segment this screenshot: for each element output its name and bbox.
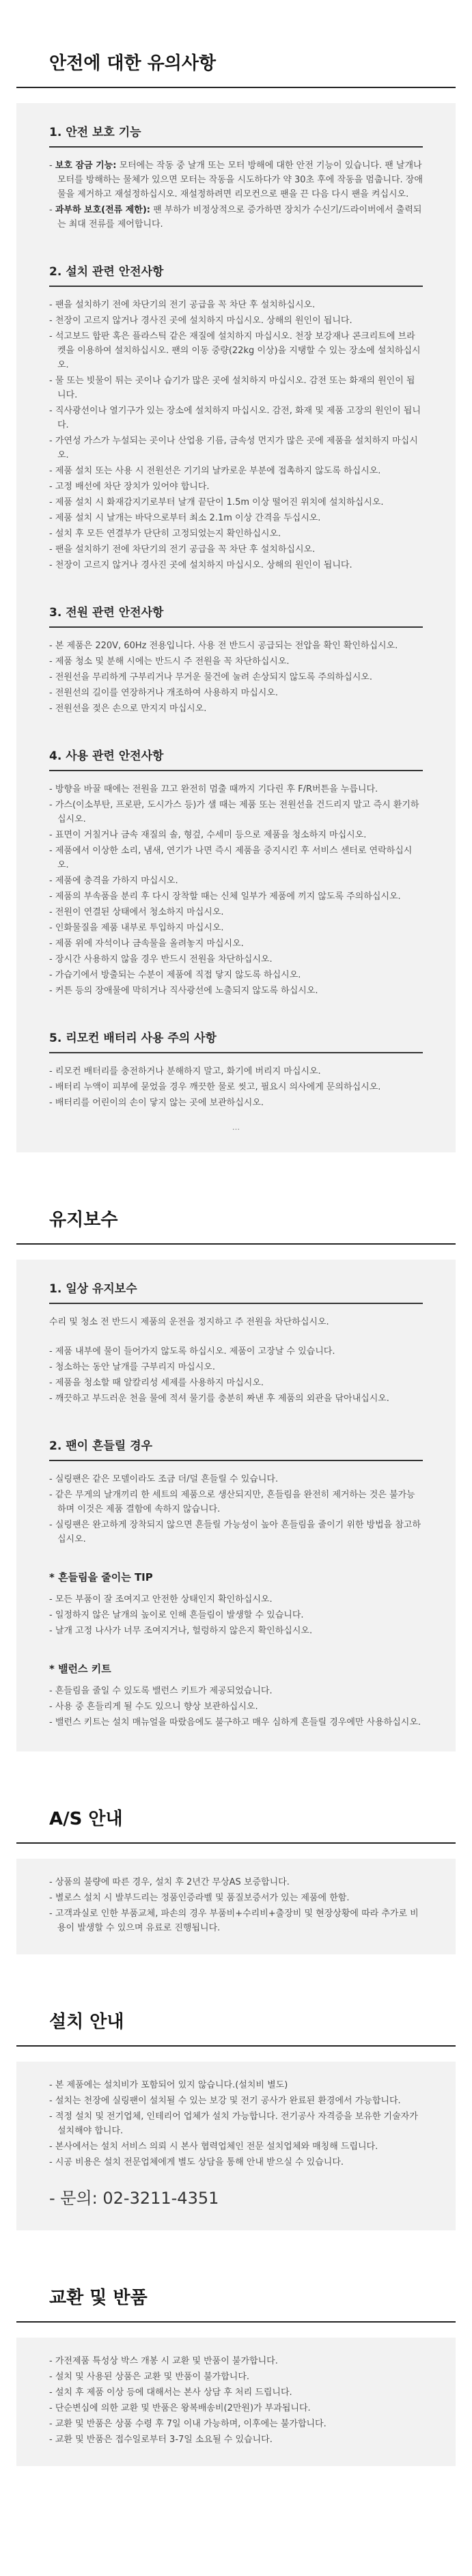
item-text: 장시간 사용하지 않을 경우 반드시 전원을 차단하십시오.	[55, 954, 273, 965]
list-item: - 가전제품 특성상 박스 개봉 시 교환 및 반품이 불가합니다.	[49, 2356, 278, 2366]
maintenance-block	[16, 1260, 456, 1751]
list-item: - 모든 부품이 잘 조여지고 안전한 상태인지 확인하십시오.	[49, 1594, 273, 1605]
item-text: 팬을 설치하기 전에 차단기의 전기 공급을 꼭 차단 후 설치하십시오.	[55, 544, 316, 555]
list-item: - 석고보드 합판 혹은 플라스틱 같은 재질에 설치하지 마십시오. 천장 보강재나 콘크리트에 브라켓을 이용하여 설치하십시오. 팬의 이동 중량(22kg 이상)을 지탱할 수 있는 장소에 설치하십시오.	[49, 331, 421, 370]
safety-subsection-list	[49, 1064, 423, 1110]
item-lead: 과부하 보호(전류 제한):	[55, 205, 150, 215]
list-item: - 고정 배선에 차단 장치가 있어야 합니다.	[49, 482, 210, 492]
list-item: - 같은 무게의 날개끼리 한 세트의 제품으로 생산되지만, 흔들림을 완전히 제거하는 것은 불가능하며 이것은 제품 결함에 속하지 않습니다.	[49, 1490, 415, 1514]
install-list	[49, 2078, 423, 2170]
item-text: 제품에서 이상한 소리, 냄새, 연기가 나면 즉시 제품을 중지시킨 후 서비스 센터로 연락하십시오.	[55, 846, 413, 870]
item-text: 전원이 연결된 상태에서 청소하지 마십시오.	[55, 907, 224, 917]
item-text: 인화물질을 제품 내부로 투입하지 마십시오.	[55, 923, 224, 933]
balance-kit-list	[49, 1684, 423, 1730]
wobble-title: 2. 팬이 흔들릴 경우	[49, 1436, 423, 1461]
list-item: - 천장이 고르지 않거나 경사진 곳에 설치하지 마십시오. 상해의 원인이 됩니다.	[49, 560, 352, 570]
list-item: - 표면이 거칠거나 금속 재질의 솔, 형겊, 수세미 등으로 제품을 청소하지 마십시오.	[49, 830, 367, 840]
list-item: - 제품의 부속품을 분리 후 다시 장착할 때는 신체 일부가 제품에 끼지 않도록 주의하십시오.	[49, 891, 401, 902]
item-text: 가연성 가스가 누설되는 곳이나 산업용 기름, 금속성 먼지가 많은 곳에 제품을 설치하지 마십시오.	[55, 436, 418, 460]
list-item: - 전원선의 길이를 연장하거나 개조하여 사용하지 마십시오.	[49, 688, 279, 698]
list-item: - 배터리를 어린이의 손이 닿지 않는 곳에 보관하십시오.	[49, 1098, 264, 1108]
as-block	[16, 1859, 456, 1954]
safety-subsection-list	[49, 639, 423, 716]
list-item: - 날개 고정 나사가 너무 조여지거나, 헐렁하지 않은지 확인하십시오.	[49, 1626, 313, 1636]
list-item: - 교환 및 반품은 접수일로부터 3-7일 소요될 수 있습니다.	[49, 2435, 273, 2445]
list-item: - 제품을 청소할 때 알칼리성 세제를 사용하지 마십시오.	[49, 1378, 264, 1388]
list-item: - 청소하는 동안 날개를 구부리지 마십시오.	[49, 1362, 215, 1372]
tip-list	[49, 1592, 423, 1638]
maintenance-section-title: 유지보수	[16, 1152, 456, 1245]
list-item: - 적정 설치 및 전기업체, 인테리어 업체가 설치 가능합니다. 전기공사 자격증을 보유한 기술자가 설치해야 합니다.	[49, 2111, 418, 2136]
item-text: 배터리 누액이 피부에 묻었을 경우 깨끗한 물로 씻고, 필요시 의사에게 문의하십시오.	[55, 1082, 381, 1092]
item-text: 제품 설치 또는 사용 시 전원선은 기기의 날카로운 부분에 접촉하지 않도록 하십시오.	[55, 466, 381, 476]
list-item: - 밸런스 키트는 설치 매뉴얼을 따랐음에도 불구하고 매우 심하게 흔들릴 경우에만 사용하십시오.	[49, 1717, 421, 1728]
item-text: 전원선의 길이를 연장하거나 개조하여 사용하지 마십시오.	[55, 688, 279, 698]
item-text: 고정 배선에 차단 장치가 있어야 합니다.	[55, 482, 210, 492]
list-item: - 설치 및 사용된 상품은 교환 및 반품이 불가합니다.	[49, 2372, 250, 2382]
safety-subsection-title: 3. 전원 관련 안전사항	[49, 603, 423, 628]
item-text: 표면이 거칠거나 금속 재질의 솔, 형겊, 수세미 등으로 제품을 청소하지 마십시오.	[55, 830, 367, 840]
item-text: 방향을 바꿀 때에는 전원을 끄고 완전히 멈출 때까지 기다린 후 F/R버튼을 누릅니다.	[55, 784, 378, 794]
item-text: 가스(이소부탄, 프로판, 도시가스 등)가 샐 때는 제품 또는 전원선을 건드리지 말고 즉시 환기하십시오.	[55, 800, 419, 825]
item-text: 팬을 설치하기 전에 차단기의 전기 공급을 꼭 차단 후 설치하십시오.	[55, 300, 316, 310]
list-item: - 방향을 바꿀 때에는 전원을 끄고 완전히 멈출 때까지 기다린 후 F/R버튼을 누릅니다.	[49, 784, 378, 794]
list-item: - 팬을 설치하기 전에 차단기의 전기 공급을 꼭 차단 후 설치하십시오.	[49, 544, 316, 555]
list-item: - 전원이 연결된 상태에서 청소하지 마십시오.	[49, 907, 224, 917]
list-item: - 가연성 가스가 누설되는 곳이나 산업용 기름, 금속성 먼지가 많은 곳에 제품을 설치하지 마십시오.	[49, 436, 418, 460]
list-item: - 실링팬은 같은 모델이라도 조금 더/덜 흔들릴 수 있습니다.	[49, 1474, 279, 1484]
contact-phone: - 문의: 02-3211-4351	[49, 2189, 219, 2208]
item-text: 전원선을 젖은 손으로 만지지 마십시오.	[55, 704, 207, 714]
list-item: - 제품 설치 또는 사용 시 전원선은 기기의 날카로운 부분에 접촉하지 않도록 하십시오.	[49, 466, 381, 476]
safety-subsection-title: 1. 안전 보호 기능	[49, 122, 423, 148]
item-text: 전원선을 무리하게 구부리거나 무거운 물건에 눌려 손상되지 않도록 주의하십시오.	[55, 672, 372, 682]
list-item: - 설치 후 모든 연결부가 단단히 고정되었는지 확인하십시오.	[49, 529, 281, 539]
safety-section-title: 안전에 대한 유의사항	[16, 0, 456, 88]
balance-kit-title: * 밸런스 키트	[49, 1663, 111, 1675]
list-item: - 전원선을 무리하게 구부리거나 무거운 물건에 눌려 손상되지 않도록 주의하십시오.	[49, 672, 372, 682]
item-text: 석고보드 합판 혹은 플라스틱 같은 재질에 설치하지 마십시오. 천장 보강재나 콘크리트에 브라켓을 이용하여 설치하십시오. 팬의 이동 중량(22kg 이상)을 지탱할 수 있는 장소에 설치하십시오.	[55, 331, 421, 370]
safety-subsection-title: 2. 설치 관련 안전사항	[49, 262, 423, 287]
safety-subsection-title: 5. 리모컨 배터리 사용 주의 사항	[49, 1028, 423, 1053]
list-item: - 시공 비용은 설치 전문업체에게 별도 상담을 통해 안내 받으실 수 있습니다.	[49, 2157, 344, 2168]
list-item: - 본 제품에는 설치비가 포함되어 있지 않습니다.(설치비 별도)	[49, 2080, 288, 2090]
safety-block	[16, 103, 456, 1152]
list-item: - 설치는 천장에 실링팬이 설치될 수 있는 보강 및 전기 공사가 완료된 환경에서 가능합니다.	[49, 2096, 401, 2106]
item-text: 제품의 부속품을 분리 후 다시 장착할 때는 신체 일부가 제품에 끼지 않도록 주의하십시오.	[55, 891, 401, 902]
exchange-list	[49, 2354, 423, 2447]
list-item: - 제품 내부에 물이 들어가지 않도록 하십시오. 제품이 고장날 수 있습니다.	[49, 1346, 335, 1357]
safety-subsection-list	[49, 782, 423, 998]
tip-title: * 흔들림을 줄이는 TIP	[49, 1571, 153, 1583]
daily-maintenance-title: 1. 일상 유지보수	[49, 1279, 423, 1304]
item-lead: 보호 잠금 기능:	[55, 161, 117, 171]
list-item: - 천장이 고르지 않거나 경사진 곳에 설치하지 마십시오. 상해의 원인이 됩니다.	[49, 316, 352, 326]
daily-maintenance-list	[49, 1344, 423, 1406]
list-item: - 커튼 등의 장애물에 막히거나 직사광선에 노출되지 않도록 하십시오.	[49, 986, 318, 996]
list-item: - 전원선을 젖은 손으로 만지지 마십시오.	[49, 704, 207, 714]
item-text: 배터리를 어린이의 손이 닿지 않는 곳에 보관하십시오.	[55, 1098, 264, 1108]
list-item: - 인화물질을 제품 내부로 투입하지 마십시오.	[49, 923, 224, 933]
list-item: - 가습기에서 방출되는 수분이 제품에 직접 닿지 않도록 하십시오.	[49, 970, 301, 980]
list-item: - 고객과실로 인한 부품교체, 파손의 경우 부품비+수리비+출장비 및 현장상황에 따라 추가로 비용이 발생할 수 있으며 유료로 진행됩니다.	[49, 1909, 419, 1933]
list-item: - 별로스 설치 시 발부드리는 정품인증라벨 및 품질보증서가 있는 제품에 한함.	[49, 1893, 350, 1903]
exchange-section-title: 교환 및 반품	[16, 2230, 456, 2323]
item-text: 리모컨 배터리를 충전하거나 분해하지 말고, 화기에 버리지 마십시오.	[55, 1066, 321, 1077]
item-text: 본 제품은 220V, 60Hz 전용입니다. 사용 전 반드시 공급되는 전압을 확인 확인하십시오.	[55, 641, 398, 651]
list-item: - 제품에서 이상한 소리, 냄새, 연기가 나면 즉시 제품을 중지시킨 후 서비스 센터로 연락하십시오.	[49, 846, 413, 870]
item-text: 천장이 고르지 않거나 경사진 곳에 설치하지 마십시오. 상해의 원인이 됩니다.	[55, 316, 352, 326]
list-item: - 가스(이소부탄, 프로판, 도시가스 등)가 샐 때는 제품 또는 전원선을 건드리지 말고 즉시 환기하십시오.	[49, 800, 419, 825]
list-item: - 설치 후 제품 이상 등에 대해서는 본사 상담 후 처리 드립니다.	[49, 2387, 292, 2398]
item-text: 제품 위에 자석이나 금속물을 올려놓지 마십시오.	[55, 939, 244, 949]
list-item: - 깨끗하고 부드러운 천을 물에 적셔 물기를 충분히 짜낸 후 제품의 외관을 닦아내십시오.	[49, 1394, 389, 1404]
list-item: - 장시간 사용하지 않을 경우 반드시 전원을 차단하십시오.	[49, 954, 273, 965]
list-item: - 상품의 불량에 따른 경우, 설치 후 2년간 무상AS 보증합니다.	[49, 1877, 290, 1887]
list-item: - 제품 설치 시 화재감지기로부터 날개 끝단이 1.5m 이상 떨어진 위치에 설치하십시오.	[49, 497, 384, 508]
list-item: - 단순변심에 의한 교환 및 반품은 왕복배송비(2만원)가 부과됩니다.	[49, 2403, 311, 2413]
list-item: - 물 또는 빗물이 튀는 곳이나 습기가 많은 곳에 설치하지 마십시오. 감전 또는 화재의 원인이 됩니다.	[49, 376, 415, 400]
item-text: 제품 설치 시 화재감지기로부터 날개 끝단이 1.5m 이상 떨어진 위치에 설치하십시오.	[55, 497, 384, 508]
list-item: - 과부하 보호(전류 제한): 팬 부하가 비정상적으로 증가하면 장치가 수신기/드라이버에서 출력되는 최대 전류를 제어합니다.	[49, 205, 422, 230]
safety-subsection-list	[49, 298, 423, 572]
item-text: 모터에는 작동 중 날개 또는 모터 방해에 대한 안전 기능이 있습니다. 팬 날개나 모터를 방해하는 물체가 있으면 모터는 작동을 시도하다가 약 30초 후에 작동을 멈춥니다. 장애물을 제거하고 재설정하십시오. 재설정하려면 리모컨으로 팬을 끈 다음 다시 팬을 켜십시오.	[57, 161, 423, 199]
list-item: - 흔들림을 줄일 수 있도록 밸런스 키트가 제공되었습니다.	[49, 1686, 273, 1696]
as-list	[49, 1875, 423, 1935]
item-text: 직사광선이나 열기구가 있는 장소에 설치하지 마십시오. 감전, 화재 및 제품 고장의 원인이 됩니다.	[55, 406, 421, 430]
item-text: 가습기에서 방출되는 수분이 제품에 직접 닿지 않도록 하십시오.	[55, 970, 301, 980]
list-item: - 리모컨 배터리를 충전하거나 분해하지 말고, 화기에 버리지 마십시오.	[49, 1066, 321, 1077]
list-item: - 일정하지 않은 날개의 높이로 인해 흔들림이 발생할 수 있습니다.	[49, 1610, 304, 1620]
item-text: 제품 청소 및 분해 시에는 반드시 주 전원을 꼭 차단하십시오.	[55, 656, 290, 667]
as-section-title: A/S 안내	[16, 1751, 456, 1844]
list-item: - 본 제품은 220V, 60Hz 전용입니다. 사용 전 반드시 공급되는 전압을 확인 확인하십시오.	[49, 641, 398, 651]
item-text: 설치 후 모든 연결부가 단단히 고정되었는지 확인하십시오.	[55, 529, 281, 539]
list-item: - 제품 위에 자석이나 금속물을 올려놓지 마십시오.	[49, 939, 244, 949]
wobble-list	[49, 1472, 423, 1547]
daily-maintenance-intro: 수리 및 청소 전 반드시 제품의 운전을 정지하고 주 전원을 차단하십시오.	[49, 1317, 329, 1327]
item-text: 물 또는 빗물이 튀는 곳이나 습기가 많은 곳에 설치하지 마십시오. 감전 또는 화재의 원인이 됩니다.	[55, 376, 415, 400]
item-text: 커튼 등의 장애물에 막히거나 직사광선에 노출되지 않도록 하십시오.	[55, 986, 318, 996]
safety-subsection-title: 4. 사용 관련 안전사항	[49, 746, 423, 771]
continuation-dots: ...	[232, 1122, 240, 1132]
list-item: - 배터리 누액이 피부에 묻었을 경우 깨끗한 물로 씻고, 필요시 의사에게 문의하십시오.	[49, 1082, 381, 1092]
list-item: - 실링팬은 완고하게 장착되지 않으면 흔들릴 가능성이 높아 흔들림을 줄이기 위한 방법을 참고하십시오.	[49, 1520, 421, 1545]
list-item: - 본사에서는 설치 서비스 의뢰 시 본사 협력업체인 전문 설치업체와 매칭해 드립니다.	[49, 2142, 378, 2152]
list-item: - 사용 중 흔들리게 될 수도 있으니 향상 보관하십시오.	[49, 1702, 258, 1712]
item-text: 팬 부하가 비정상적으로 증가하면 장치가 수신기/드라이버에서 출력되는 최대 전류를 제어합니다.	[57, 205, 422, 230]
list-item: - 팬을 설치하기 전에 차단기의 전기 공급을 꼭 차단 후 설치하십시오.	[49, 300, 316, 310]
list-item: - 교환 및 반품은 상품 수령 후 7일 이내 가능하며, 이후에는 불가합니다.	[49, 2419, 327, 2429]
exchange-block	[16, 2338, 456, 2466]
list-item: - 제품 설치 시 날개는 바닥으로부터 최소 2.1m 이상 간격을 두십시오.	[49, 513, 321, 523]
list-item: - 제품에 충격을 가하지 마십시오.	[49, 876, 178, 886]
list-item: - 제품 청소 및 분해 시에는 반드시 주 전원을 꼭 차단하십시오.	[49, 656, 290, 667]
item-text: 천장이 고르지 않거나 경사진 곳에 설치하지 마십시오. 상해의 원인이 됩니다.	[55, 560, 352, 570]
item-text: 제품에 충격을 가하지 마십시오.	[55, 876, 178, 886]
install-block	[16, 2062, 456, 2230]
install-section-title: 설치 안내	[16, 1954, 456, 2047]
list-item: - 직사광선이나 열기구가 있는 장소에 설치하지 마십시오. 감전, 화재 및 제품 고장의 원인이 됩니다.	[49, 406, 421, 430]
safety-subsection-list	[49, 158, 423, 232]
list-item: - 보호 잠금 기능: 모터에는 작동 중 날개 또는 모터 방해에 대한 안전 기능이 있습니다. 팬 날개나 모터를 방해하는 물체가 있으면 모터는 작동을 시도하다가 약 30초 후에 작동을 멈춥니다. 장애물을 제거하고 재설정하십시오. 재설정하려면 리모컨으로 팬을 끈 다음 다시 팬을 켜십시오.	[49, 161, 423, 199]
item-text: 제품 설치 시 날개는 바닥으로부터 최소 2.1m 이상 간격을 두십시오.	[55, 513, 321, 523]
